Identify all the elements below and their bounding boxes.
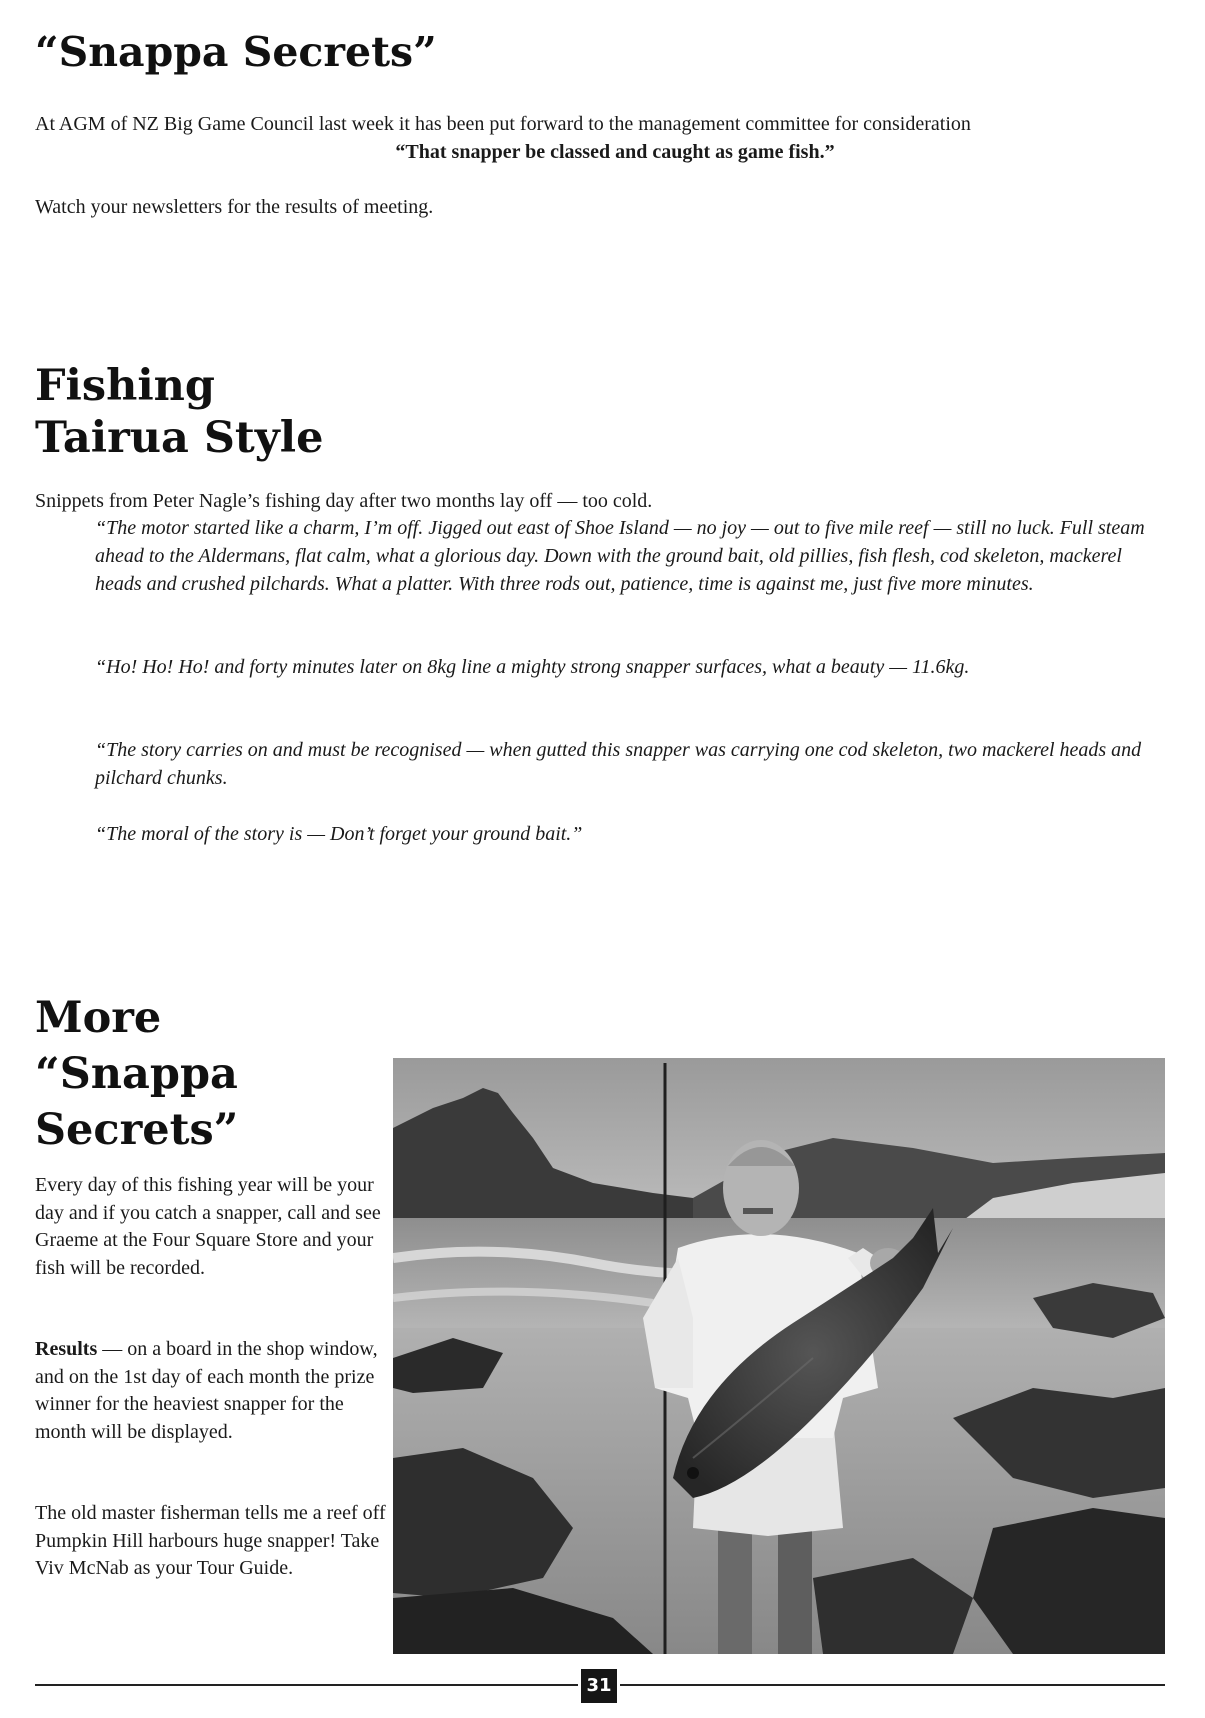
snappa-secrets-line: At AGM of NZ Big Game Council last week it has been put forward to the management committee for consideration bbox=[35, 113, 971, 135]
more-snappa-title-line1: More bbox=[35, 993, 162, 1043]
results-text: — on a board in the shop window, and on the 1st day of each month the prize winner for the heaviest snapper for the month will be displayed. bbox=[35, 1338, 378, 1443]
fishing-tairua-title-line1: Fishing bbox=[35, 361, 215, 411]
results-label: Results bbox=[35, 1338, 98, 1360]
more-snappa-paragraph: Every day of this fishing year will be your day and if you catch a snapper, call and see Graeme at the Four Square Store and your fish will be recorded. bbox=[35, 1174, 381, 1279]
more-snappa-results bbox=[35, 1336, 390, 1446]
story-paragraph: “Ho! Ho! Ho! and forty minutes later on 8kg line a mighty strong snapper surfaces, what a beauty — 11.6kg. bbox=[95, 656, 970, 678]
more-snappa-paragraph: The old master fisherman tells me a reef off Pumpkin Hill harbours huge snapper! Take Viv McNab as your Tour Guide. bbox=[35, 1502, 386, 1579]
snappa-secrets-quote: “That snapper be classed and caught as game fish.” bbox=[395, 141, 835, 163]
story-paragraph: “The motor started like a charm, I’m off. Jigged out east of Shoe Island — no joy — out to five mile reef — still no luck. Full steam ahead to the Aldermans, flat calm, what a glorious day. Down with the ground bait, old pillies, fish flesh, cod skeleton, mackerel heads and crushed pilchards. What a platter. With three rods out, patience, time is against me, just five more minutes. bbox=[95, 517, 1145, 595]
footer-rule-right bbox=[620, 1684, 1165, 1686]
page-number: 31 bbox=[581, 1669, 617, 1703]
more-snappa-title-line2: “Snappa bbox=[35, 1049, 238, 1099]
fishing-tairua-title bbox=[35, 360, 323, 464]
story-paragraph: “The story carries on and must be recognised — when gutted this snapper was carrying one cod skeleton, two mackerel heads and pilchard chunks. bbox=[95, 739, 1142, 789]
more-snappa-title-line3: Secrets” bbox=[35, 1105, 239, 1155]
photo-fisherman-with-snapper-icon bbox=[393, 1058, 1165, 1654]
snappa-secrets-title: “Snappa Secrets” bbox=[35, 28, 437, 76]
fishing-tairua-intro: Snippets from Peter Nagle’s fishing day after two months lay off — too cold. bbox=[35, 490, 653, 512]
story-paragraph: “The moral of the story is — Don’t forget your ground bait.” bbox=[95, 823, 583, 845]
more-snappa-secrets-title bbox=[35, 990, 238, 1158]
fisherman-photo bbox=[393, 1058, 1165, 1654]
footer-rule-left bbox=[35, 1684, 578, 1686]
snappa-secrets-body bbox=[35, 110, 1175, 166]
snappa-secrets-note: Watch your newsletters for the results of meeting. bbox=[35, 196, 434, 218]
fishing-tairua-title-line2: Tairua Style bbox=[35, 413, 324, 463]
